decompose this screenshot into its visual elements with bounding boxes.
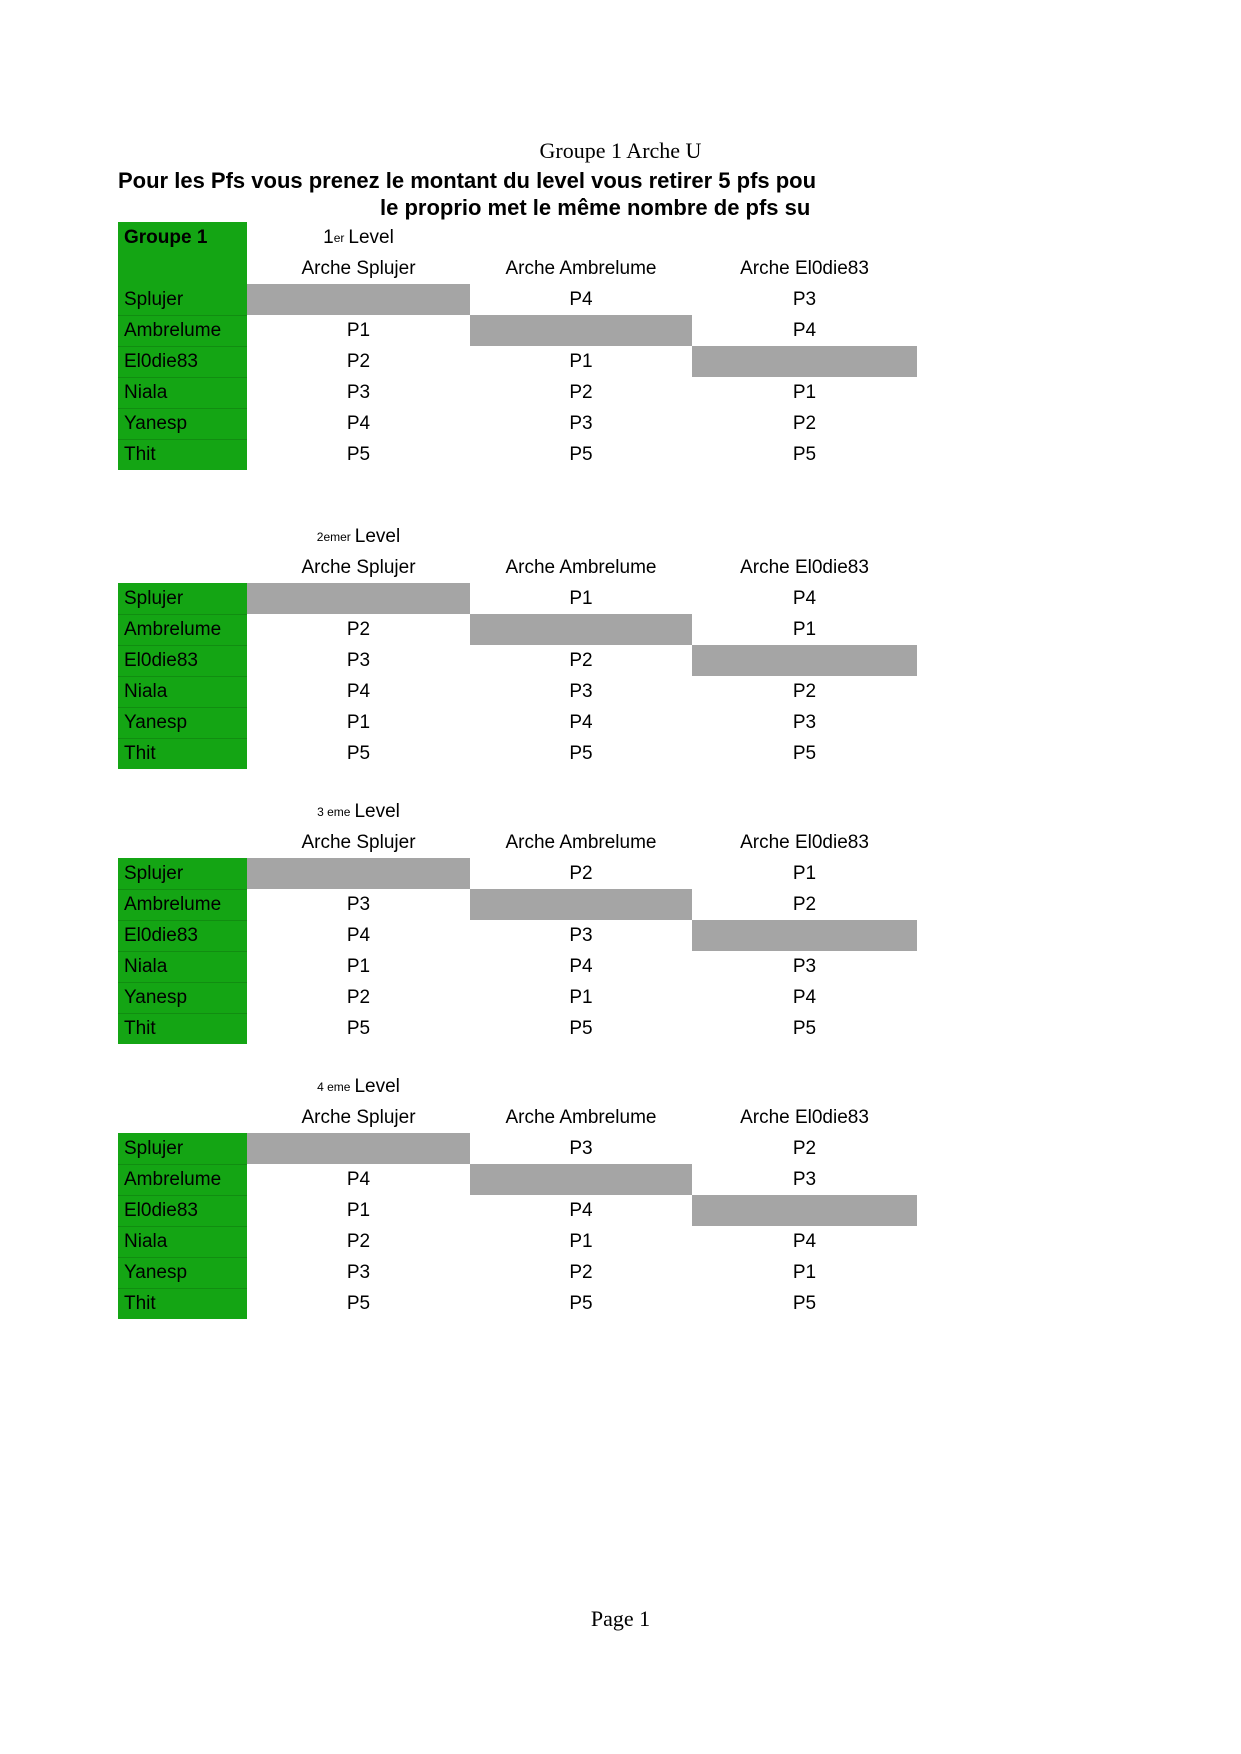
player-name-cell: Niala bbox=[118, 1226, 247, 1257]
player-name-cell: Niala bbox=[118, 377, 247, 408]
player-name-cell: Splujer bbox=[118, 1133, 247, 1164]
points-cell: P5 bbox=[569, 1017, 593, 1039]
empty-cell bbox=[470, 1071, 692, 1102]
column-header-1: Arche Splujer bbox=[301, 1106, 416, 1128]
points-cell: P2 bbox=[792, 1137, 817, 1159]
player-name-cell: Thit bbox=[118, 439, 247, 470]
points-cell: P1 bbox=[569, 1230, 593, 1252]
player-name-cell: El0die83 bbox=[118, 920, 247, 951]
player-name-cell: Yanesp bbox=[118, 1257, 247, 1288]
level-table-1 bbox=[118, 222, 917, 470]
level-label bbox=[247, 796, 470, 827]
intro-line-1: Pour les Pfs vous prenez le montant du level vous retirer 5 pfs pou bbox=[118, 168, 817, 193]
blocked-diagonal-cell bbox=[692, 1195, 917, 1226]
intro-text bbox=[118, 167, 918, 221]
points-cell: P5 bbox=[569, 443, 593, 465]
points-cell: P5 bbox=[346, 1292, 371, 1314]
points-cell: P2 bbox=[569, 649, 593, 671]
points-cell: P2 bbox=[792, 893, 817, 915]
points-cell: P2 bbox=[346, 1230, 371, 1252]
points-cell: P2 bbox=[569, 862, 593, 884]
player-name-cell: Niala bbox=[118, 951, 247, 982]
column-header-3: Arche El0die83 bbox=[740, 556, 869, 578]
player-name-cell: El0die83 bbox=[118, 1195, 247, 1226]
points-cell: P1 bbox=[792, 862, 817, 884]
level-ordinal-suffix: 2emer bbox=[316, 529, 351, 544]
empty-cell bbox=[118, 521, 247, 552]
points-cell: P2 bbox=[346, 350, 371, 372]
points-cell: P2 bbox=[792, 680, 817, 702]
level-ordinal-suffix: 3 eme bbox=[317, 804, 351, 819]
blocked-diagonal-cell bbox=[247, 583, 470, 614]
empty-cell bbox=[118, 1102, 247, 1133]
player-name-cell: Ambrelume bbox=[118, 1164, 247, 1195]
points-cell: P4 bbox=[346, 680, 371, 702]
points-cell: P1 bbox=[346, 319, 371, 341]
column-header-3: Arche El0die83 bbox=[740, 1106, 869, 1128]
level-table-4 bbox=[118, 1071, 917, 1319]
points-cell: P3 bbox=[346, 381, 371, 403]
points-cell: P4 bbox=[792, 587, 817, 609]
player-name-cell: Splujer bbox=[118, 583, 247, 614]
points-cell: P1 bbox=[569, 986, 593, 1008]
level-number: 1 bbox=[323, 226, 334, 248]
points-cell: P5 bbox=[792, 742, 817, 764]
points-cell: P1 bbox=[792, 618, 817, 640]
points-cell: P1 bbox=[792, 381, 817, 403]
player-name-cell: Thit bbox=[118, 738, 247, 769]
page-title: Groupe 1 Arche U bbox=[539, 138, 702, 163]
player-name-cell: Yanesp bbox=[118, 408, 247, 439]
points-cell: P3 bbox=[792, 955, 817, 977]
player-name-cell: Splujer bbox=[118, 284, 247, 315]
blocked-diagonal-cell bbox=[470, 614, 692, 645]
points-cell: P3 bbox=[569, 680, 593, 702]
points-cell: P5 bbox=[346, 443, 371, 465]
empty-cell bbox=[118, 796, 247, 827]
intro-line-2: le proprio met le même nombre de pfs su bbox=[380, 195, 811, 220]
player-name-cell: Thit bbox=[118, 1288, 247, 1319]
points-cell: P3 bbox=[346, 649, 371, 671]
empty-cell bbox=[118, 552, 247, 583]
points-cell: P4 bbox=[569, 1199, 593, 1221]
empty-cell bbox=[118, 827, 247, 858]
blocked-diagonal-cell bbox=[470, 889, 692, 920]
level-word: Level bbox=[354, 800, 400, 822]
points-cell: P3 bbox=[569, 924, 593, 946]
player-name-cell: Ambrelume bbox=[118, 315, 247, 346]
blocked-diagonal-cell bbox=[692, 645, 917, 676]
column-header-2: Arche Ambrelume bbox=[505, 556, 657, 578]
points-cell: P5 bbox=[792, 1292, 817, 1314]
points-cell: P2 bbox=[346, 986, 371, 1008]
level-word: Level bbox=[354, 1075, 400, 1097]
empty-cell bbox=[118, 1071, 247, 1102]
points-cell: P1 bbox=[569, 350, 593, 372]
points-cell: P4 bbox=[346, 412, 371, 434]
points-cell: P4 bbox=[792, 319, 817, 341]
blocked-diagonal-cell bbox=[470, 315, 692, 346]
player-name-cell: El0die83 bbox=[118, 346, 247, 377]
empty-cell bbox=[692, 521, 917, 552]
points-cell: P5 bbox=[792, 443, 817, 465]
points-cell: P4 bbox=[346, 924, 371, 946]
blocked-diagonal-cell bbox=[692, 346, 917, 377]
points-cell: P1 bbox=[346, 1199, 371, 1221]
player-name-cell: El0die83 bbox=[118, 645, 247, 676]
blocked-diagonal-cell bbox=[692, 920, 917, 951]
column-header-3: Arche El0die83 bbox=[740, 257, 869, 279]
level-table-2 bbox=[118, 521, 917, 769]
points-cell: P1 bbox=[346, 711, 371, 733]
points-cell: P1 bbox=[569, 587, 593, 609]
column-header-1: Arche Splujer bbox=[301, 831, 416, 853]
empty-cell bbox=[470, 796, 692, 827]
column-header-2: Arche Ambrelume bbox=[505, 1106, 657, 1128]
points-cell: P1 bbox=[792, 1261, 817, 1283]
points-cell: P3 bbox=[346, 893, 371, 915]
points-cell: P2 bbox=[569, 381, 593, 403]
player-name-cell: Ambrelume bbox=[118, 889, 247, 920]
level-label bbox=[247, 1071, 470, 1102]
points-cell: P3 bbox=[569, 1137, 593, 1159]
points-cell: P5 bbox=[346, 1017, 371, 1039]
points-cell: P3 bbox=[792, 711, 817, 733]
points-cell: P4 bbox=[569, 711, 593, 733]
level-word: Level bbox=[348, 226, 394, 248]
column-header-2: Arche Ambrelume bbox=[505, 831, 657, 853]
player-name-cell: Splujer bbox=[118, 858, 247, 889]
points-cell: P2 bbox=[792, 412, 817, 434]
points-cell: P4 bbox=[569, 955, 593, 977]
level-label bbox=[247, 222, 470, 253]
points-cell: P4 bbox=[346, 1168, 371, 1190]
blocked-diagonal-cell bbox=[470, 1164, 692, 1195]
player-name-cell: Niala bbox=[118, 676, 247, 707]
points-cell: P4 bbox=[792, 986, 817, 1008]
points-cell: P3 bbox=[792, 1168, 817, 1190]
points-cell: P3 bbox=[792, 288, 817, 310]
points-cell: P3 bbox=[346, 1261, 371, 1283]
points-cell: P5 bbox=[792, 1017, 817, 1039]
blocked-diagonal-cell bbox=[247, 284, 470, 315]
empty-cell bbox=[692, 222, 917, 253]
player-name-cell: Thit bbox=[118, 1013, 247, 1044]
level-table-3 bbox=[118, 796, 917, 1044]
page-footer: Page 1 bbox=[590, 1606, 651, 1631]
points-cell: P4 bbox=[792, 1230, 817, 1252]
column-header-1: Arche Splujer bbox=[301, 556, 416, 578]
level-ordinal-suffix: 4 eme bbox=[317, 1079, 351, 1094]
points-cell: P2 bbox=[346, 618, 371, 640]
column-header-3: Arche El0die83 bbox=[740, 831, 869, 853]
empty-cell bbox=[692, 1071, 917, 1102]
level-ordinal-suffix: er bbox=[333, 230, 345, 245]
points-cell: P5 bbox=[569, 742, 593, 764]
player-name-cell: Ambrelume bbox=[118, 614, 247, 645]
group-header-cell-spacer bbox=[118, 253, 247, 284]
blocked-diagonal-cell bbox=[247, 858, 470, 889]
level-label bbox=[247, 521, 470, 552]
group-header-cell: Groupe 1 bbox=[118, 222, 247, 253]
points-cell: P5 bbox=[346, 742, 371, 764]
points-cell: P2 bbox=[569, 1261, 593, 1283]
points-cell: P4 bbox=[569, 288, 593, 310]
points-cell: P3 bbox=[569, 412, 593, 434]
player-name-cell: Yanesp bbox=[118, 707, 247, 738]
player-name-cell: Yanesp bbox=[118, 982, 247, 1013]
points-cell: P1 bbox=[346, 955, 371, 977]
empty-cell bbox=[470, 521, 692, 552]
column-header-1: Arche Splujer bbox=[301, 257, 416, 279]
level-word: Level bbox=[354, 525, 401, 547]
column-header-2: Arche Ambrelume bbox=[505, 257, 657, 279]
points-cell: P5 bbox=[569, 1292, 593, 1314]
blocked-diagonal-cell bbox=[247, 1133, 470, 1164]
empty-cell bbox=[692, 796, 917, 827]
empty-cell bbox=[470, 222, 692, 253]
